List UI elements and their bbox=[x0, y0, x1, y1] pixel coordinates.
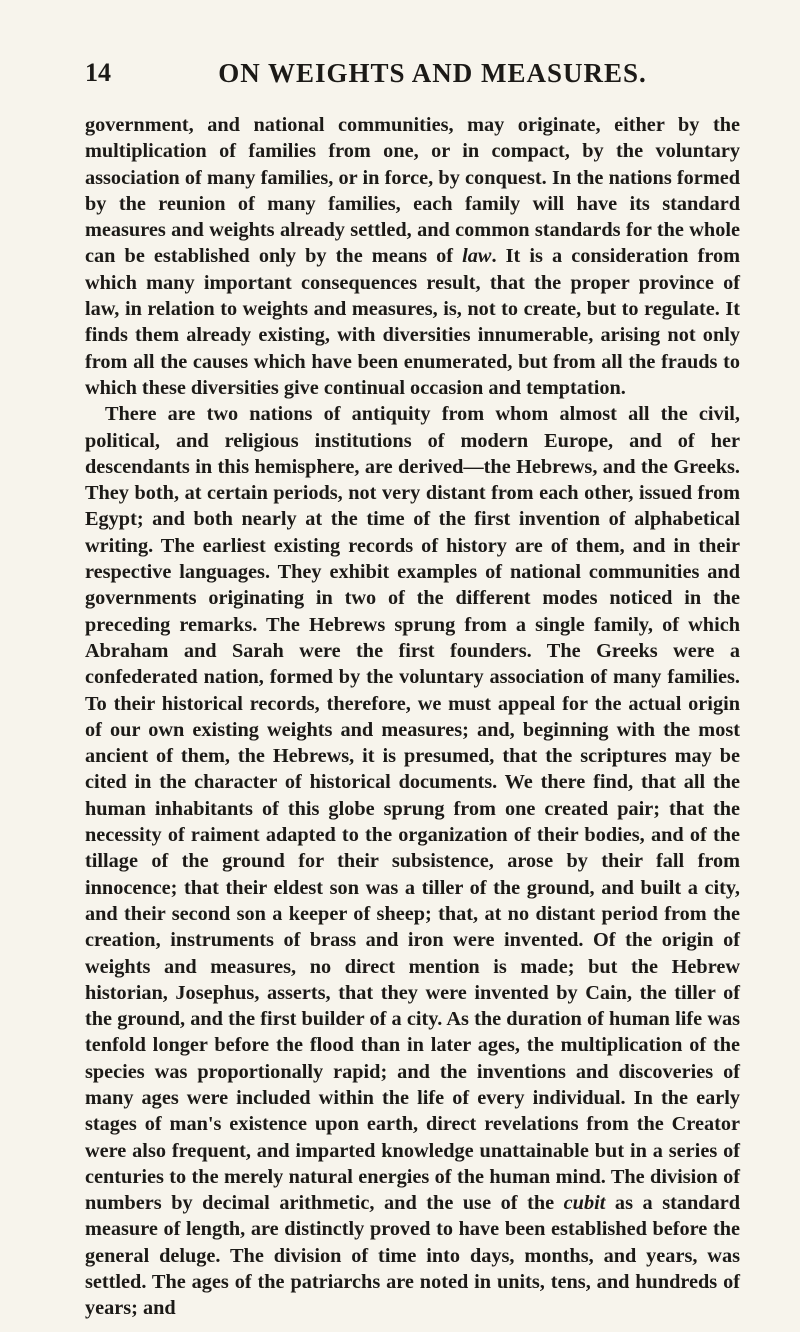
text-segment: government, and national communities, may originate, either by the multiplication of families from one, or in compact, by the voluntary association of many families, or in force, by conquest. In the nations formed by the reunion of many families, each family will have its standard measures and weights already settled, and common standards for the whole can be established only by the means of bbox=[85, 114, 740, 268]
paragraph-1 bbox=[85, 112, 740, 401]
italic-term-cubit: cubit bbox=[563, 1192, 606, 1215]
text-segment: as a standard measure of length, are distinctly proved to have been established before the general deluge. The division of time into days, months, and years, was settled. The ages of the patriarchs are noted in units, tens, and hundreds of years; and bbox=[85, 1192, 740, 1320]
running-head: ON WEIGHTS AND MEASURES. bbox=[218, 58, 647, 88]
italic-term-law: law bbox=[462, 245, 492, 268]
body-text bbox=[85, 112, 740, 1322]
page-header bbox=[85, 58, 740, 98]
page-number: 14 bbox=[85, 58, 111, 87]
text-segment: There are two nations of antiquity from whom almost all the civil, political, and religious institutions of modern Europe, and of her descendants in this hemisphere, are derived—the Hebrews, and the Greeks. They both, at certain periods, not very distant from each other, issued from Egypt; and both nearly at the time of the first invention of alphabetical writing. The earliest existing records of history are of them, and in their respective languages. They exhibit examples of national communities and governments originating in two of the different modes noticed in the preceding remarks. The Hebrews sprung from a single family, of which Abraham and Sarah were the first founders. The Greeks were a confederated nation, formed by the voluntary association of many families. To their historical records, therefore, we must appeal for the actual origin of our own existing weights and measures; and, beginning with the most ancient of them, the Hebrews, it is presumed, that the scriptures may be cited in the character of historical documents. We there find, that all the human inhabitants of this globe sprung from one created pair; that the necessity of raiment adapted to the organization of their bodies, and of the tillage of the ground for their subsistence, arose by their fall from innocence; that their eldest son was a tiller of the ground, and built a city, and their second son a keeper of sheep; that, at no distant period from the creation, instruments of brass and iron were invented. Of the origin of weights and measures, no direct mention is made; but the Hebrew historian, Josephus, asserts, that they were invented by Cain, the tiller of the ground, and the first builder of a city. As the duration of human life was tenfold longer before the flood than in later ages, the multiplication of the species was proportionally rapid; and the inventions and discoveries of many ages were included within the life of every individual. In the early stages of man's existence upon earth, direct revelations from the Creator were also frequent, and imparted knowledge unattainable but in a series of centuries to the merely natural energies of the human mind. The division of numbers by decimal arithmetic, and the use of the bbox=[85, 403, 740, 1215]
paragraph-2 bbox=[85, 401, 740, 1321]
text-segment: . It is a consideration from which many important consequences result, that the proper province of law, in relation to weights and measures, is, not to create, but to regulate. It finds them already existing, with diversities innumerable, arising not only from all the causes which have been enumerated, but from all the frauds to which these diversities give continual occasion and temptation. bbox=[85, 245, 740, 399]
